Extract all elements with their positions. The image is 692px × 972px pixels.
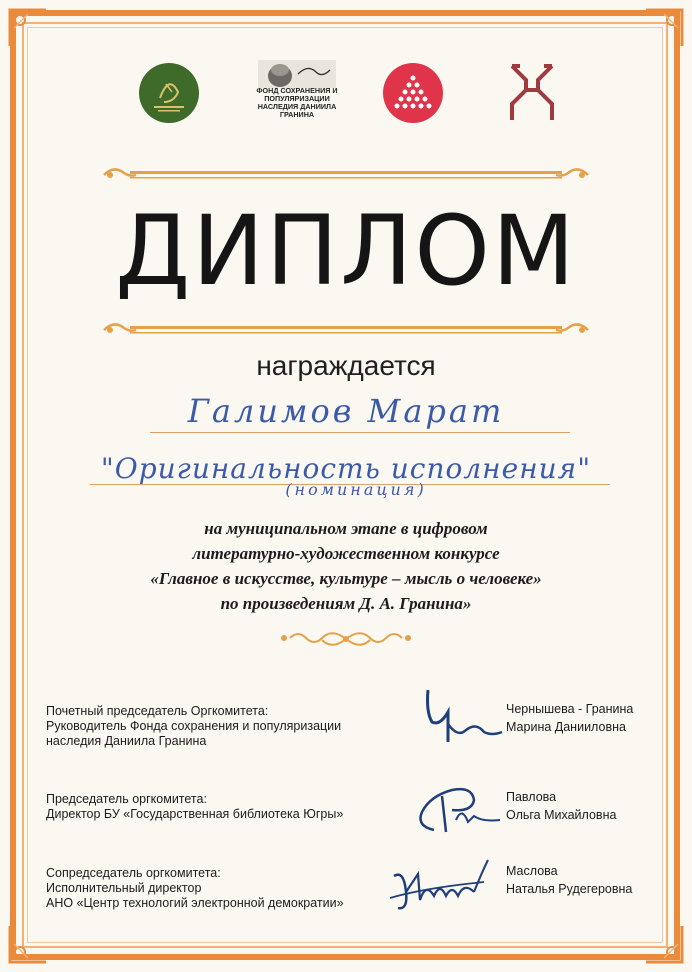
- signatory-1-role-line-2: Руководитель Фонда сохранения и популяризации: [46, 719, 342, 733]
- signatory-3-name-line-1: Маслова: [506, 864, 558, 878]
- signatory-2-name-line-1: Павлова: [506, 790, 557, 804]
- diploma-body-text: [0, 516, 692, 616]
- signature-1-icon: [418, 682, 504, 752]
- signatory-2-name: [506, 788, 616, 824]
- ornament-divider-middle-icon: [100, 318, 592, 342]
- signatory-1-role: [46, 704, 341, 749]
- signatory-1-role-line-3: наследия Даниила Гранина: [46, 734, 207, 748]
- nomination-text: "Оригинальность исполнения": [100, 452, 592, 485]
- literature-year-logo-icon: [138, 62, 200, 124]
- granin-fund-logo-icon: [258, 60, 336, 88]
- signatory-3-name-line-2: Наталья Рудегеровна: [506, 882, 633, 896]
- signatory-3-role-line-2: Исполнительный директор: [46, 881, 202, 895]
- corner-ornament-icon: [6, 922, 50, 966]
- signatory-1-name-line-1: Чернышева - Гранина: [506, 702, 634, 716]
- signature-2-icon: [412, 776, 504, 840]
- body-line-1: на муниципальном этапе в цифровом: [204, 519, 488, 538]
- nomination-label: (номинация): [285, 480, 427, 499]
- signatory-3-role: [46, 866, 344, 911]
- fund-logo-caption: ФОНД СОХРАНЕНИЯ И ПОПУЛЯРИЗАЦИИ НАСЛЕДИЯ ДАНИИЛА ГРАНИНА: [256, 86, 338, 119]
- diploma-title: ДИПЛОМ: [115, 195, 577, 307]
- signatory-1-role-line-1: Почетный председатель Оргкомитета:: [46, 704, 269, 718]
- corner-ornament-icon: [642, 922, 686, 966]
- corner-ornament-icon: [642, 6, 686, 50]
- ornament-small-icon: [262, 626, 430, 652]
- awarded-label: награждается: [256, 350, 436, 381]
- body-line-4: по произведениям Д. А. Гранина»: [220, 594, 472, 613]
- body-line-2: литературно-художественном конкурсе: [192, 544, 500, 563]
- signatory-2-role-line-1: Председатель оргкомитета:: [46, 792, 207, 806]
- recipient-underline: [150, 432, 570, 433]
- triangle-dots-logo-icon: [382, 62, 444, 124]
- corner-ornament-icon: [6, 6, 50, 50]
- signatory-1-name-line-2: Марина Данииловна: [506, 720, 626, 734]
- signatory-2-name-line-2: Ольга Михайловна: [506, 808, 617, 822]
- signatory-1-name: [506, 700, 633, 736]
- signatory-3-role-line-3: АНО «Центр технологий электронной демократии»: [46, 896, 344, 910]
- body-line-3: «Главное в искусстве, культуре – мысль о человеке»: [150, 569, 542, 588]
- ornament-divider-top-icon: [100, 163, 592, 187]
- ornament-x-logo-icon: [506, 62, 558, 124]
- signatory-3-role-line-1: Сопредседатель оргкомитета:: [46, 866, 221, 880]
- signature-3-icon: [384, 852, 500, 922]
- signatory-2-role: [46, 792, 343, 822]
- signatory-3-name: [506, 862, 632, 898]
- recipient-name: Галимов Марат: [187, 392, 505, 430]
- signatory-2-role-line-2: Директор БУ «Государственная библиотека Югры»: [46, 807, 344, 821]
